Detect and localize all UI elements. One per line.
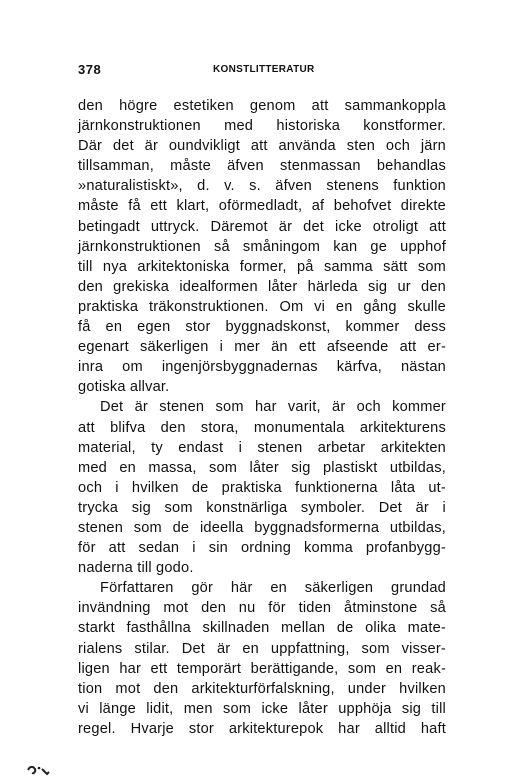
text-line: tillsamman, måste äfven stenmassan behandlas — [78, 158, 446, 175]
text-line: material, ty endast i stenen arbetar arkitekten — [78, 439, 446, 456]
page-number: 378 — [78, 62, 102, 77]
ink-mark-icon — [26, 763, 52, 777]
text-line: att blifva den stora, monumentala arkitekturens — [78, 419, 446, 436]
text-line: trycka sig som konstnärliga symboler. Det är i — [78, 499, 446, 516]
text-line: vi länge lidit, men som icke låter upphöja sig till — [78, 700, 446, 717]
text-line: järnkonstruktionen med historiska konstformer. — [78, 118, 446, 135]
text-line: Det är stenen som har varit, är och kommer — [100, 399, 446, 416]
text-line: naderna till godo. — [78, 560, 194, 577]
text-line: betingadt uttryck. Däremot är det icke otroligt att — [78, 218, 446, 235]
text-line: invändning mot den nu för tiden åtminstone så — [78, 600, 446, 617]
text-line: för att sedan i sin ordning komma profanbygg- — [78, 540, 446, 557]
text-line: den grekiska idealformen låter härleda sig ur den — [78, 278, 446, 295]
text-line: tion mot den arkitekturförfalskning, under hvilken — [78, 680, 446, 697]
text-line: måste få ett klart, oförmedladt, af behofvet direkte — [78, 198, 446, 215]
text-line: Där det är oundvikligt att använda sten och järn — [78, 138, 446, 155]
running-title: KONSTLITTERATUR — [213, 64, 315, 75]
text-line: den högre estetiken genom att sammankoppla — [78, 98, 446, 114]
body-text — [78, 96, 446, 739]
text-line: få en egen stor byggnadskonst, kommer dess — [78, 319, 446, 336]
text-line: egenart säkerligen i mer än ett afseende att er- — [78, 339, 446, 356]
running-header — [78, 62, 448, 82]
text-line: praktiska träkonstruktionen. Om vi en gång skulle — [78, 298, 446, 315]
text-line: inra om ingenjörsbyggnadernas kärfva, nästan — [78, 359, 446, 376]
text-line: med en massa, som låter sig plastiskt utbildas, — [78, 459, 446, 476]
text-line: till nya arkitektoniska former, på samma sätt som — [78, 258, 446, 275]
text-line: starkt fasthållna skillnaden mellan de olika mate- — [78, 620, 446, 637]
text-line: stenen som de ideella byggnadsformerna utbildas, — [78, 519, 446, 536]
text-line: gotiska allvar. — [78, 379, 170, 396]
text-line: »naturalistiskt», d. v. s. äfven stenens funktion — [78, 178, 446, 195]
text-line: Författaren gör här en säkerligen grundad — [100, 580, 446, 597]
text-line: och i hvilken de praktiska funktionerna låta ut- — [78, 479, 446, 496]
text-line: rialens stilar. Det är en uppfattning, som visser- — [78, 640, 446, 657]
text-line: järnkonstruktionen så småningom kan ge upphof — [78, 238, 446, 255]
text-line: regel. Hvarje stor arkitekturepok har alltid haft — [78, 720, 446, 737]
text-line: ligen har ett temporärt berättigande, som en reak- — [78, 660, 446, 677]
